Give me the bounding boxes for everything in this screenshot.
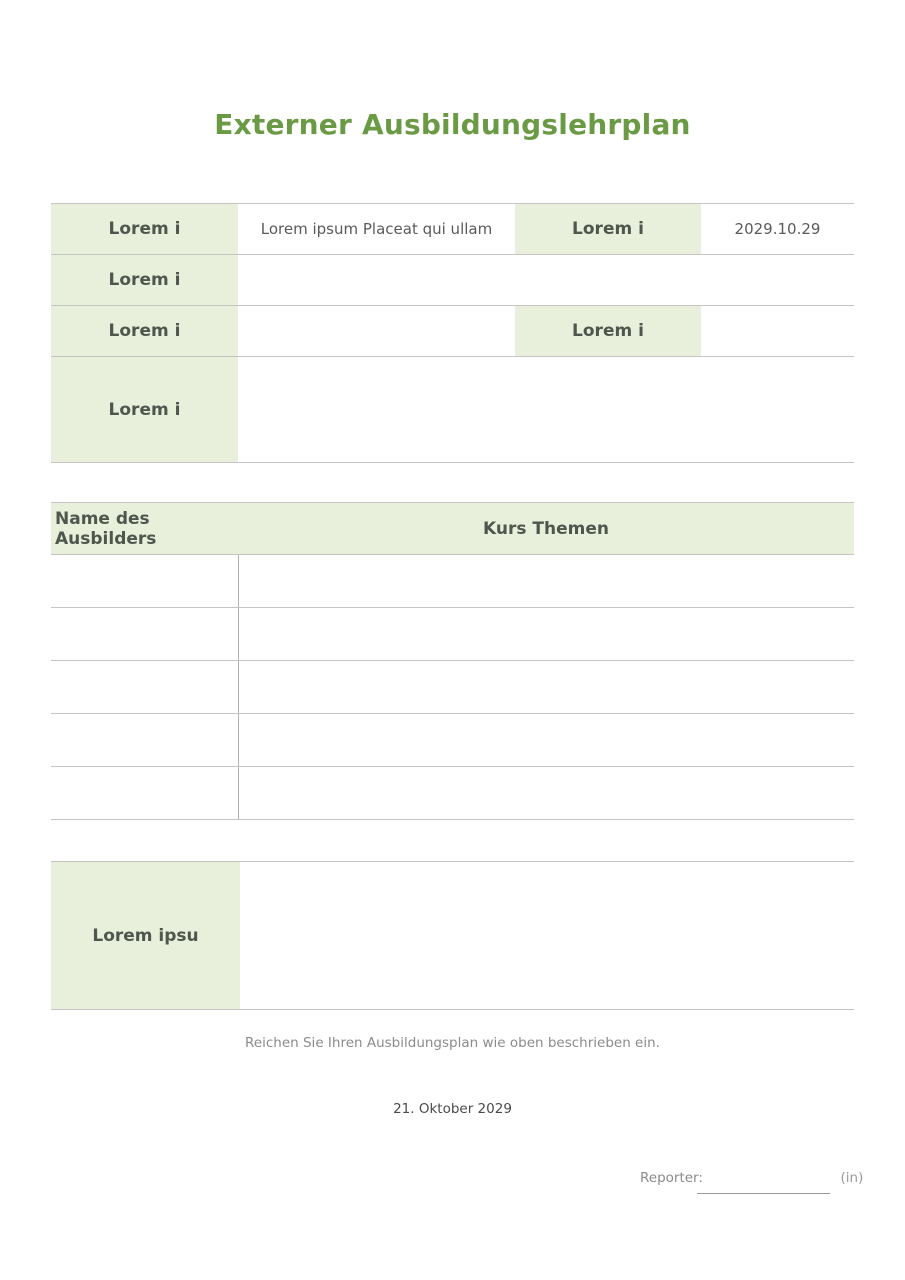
trainer-cell[interactable] xyxy=(51,661,238,714)
document-date: 21. Oktober 2029 xyxy=(393,1101,512,1117)
trainer-cell[interactable] xyxy=(51,714,238,767)
trainer-cell[interactable] xyxy=(51,767,238,820)
reporter-signature xyxy=(640,1170,863,1186)
info-value-field[interactable] xyxy=(238,306,515,357)
info-label: Lorem i xyxy=(515,306,701,357)
table-row xyxy=(51,608,854,661)
info-label: Lorem i xyxy=(515,204,701,255)
info-row xyxy=(51,306,854,357)
header-trainer-name: Name des Ausbilders xyxy=(51,503,238,555)
topics-cell[interactable] xyxy=(238,555,854,608)
info-label: Lorem i xyxy=(51,306,238,357)
notes-value-field[interactable] xyxy=(240,862,854,1010)
date-value-field[interactable]: 2029.10.29 xyxy=(701,204,854,255)
info-value-field[interactable] xyxy=(701,306,854,357)
table-row xyxy=(51,555,854,608)
info-label: Lorem i xyxy=(51,357,238,463)
notes-label: Lorem ipsu xyxy=(51,862,240,1010)
table-row xyxy=(51,661,854,714)
trainer-cell[interactable] xyxy=(51,555,238,608)
topics-cell[interactable] xyxy=(238,767,854,820)
submission-instruction: Reichen Sie Ihren Ausbildungsplan wie oben beschrieben ein. xyxy=(245,1035,660,1051)
table-row xyxy=(51,767,854,820)
topics-cell[interactable] xyxy=(238,608,854,661)
info-row xyxy=(51,357,854,463)
notes-table xyxy=(51,861,854,1010)
header-course-topics: Kurs Themen xyxy=(238,503,854,555)
course-table-header xyxy=(51,503,854,555)
info-row xyxy=(51,204,854,255)
trainer-cell[interactable] xyxy=(51,608,238,661)
info-value-field[interactable] xyxy=(238,255,854,306)
info-table xyxy=(51,203,854,463)
info-value-field[interactable] xyxy=(238,357,854,463)
reporter-field[interactable] xyxy=(697,1179,830,1194)
reporter-suffix: (in) xyxy=(840,1170,864,1186)
notes-row xyxy=(51,862,854,1010)
table-row xyxy=(51,714,854,767)
topics-cell[interactable] xyxy=(238,714,854,767)
info-row xyxy=(51,255,854,306)
info-label: Lorem i xyxy=(51,255,238,306)
document-title: Externer Ausbildungslehrplan xyxy=(214,108,691,141)
course-table xyxy=(51,502,854,820)
topics-cell[interactable] xyxy=(238,661,854,714)
reporter-label: Reporter: xyxy=(640,1170,703,1186)
info-value-field[interactable]: Lorem ipsum Placeat qui ullam xyxy=(238,204,515,255)
info-label: Lorem i xyxy=(51,204,238,255)
